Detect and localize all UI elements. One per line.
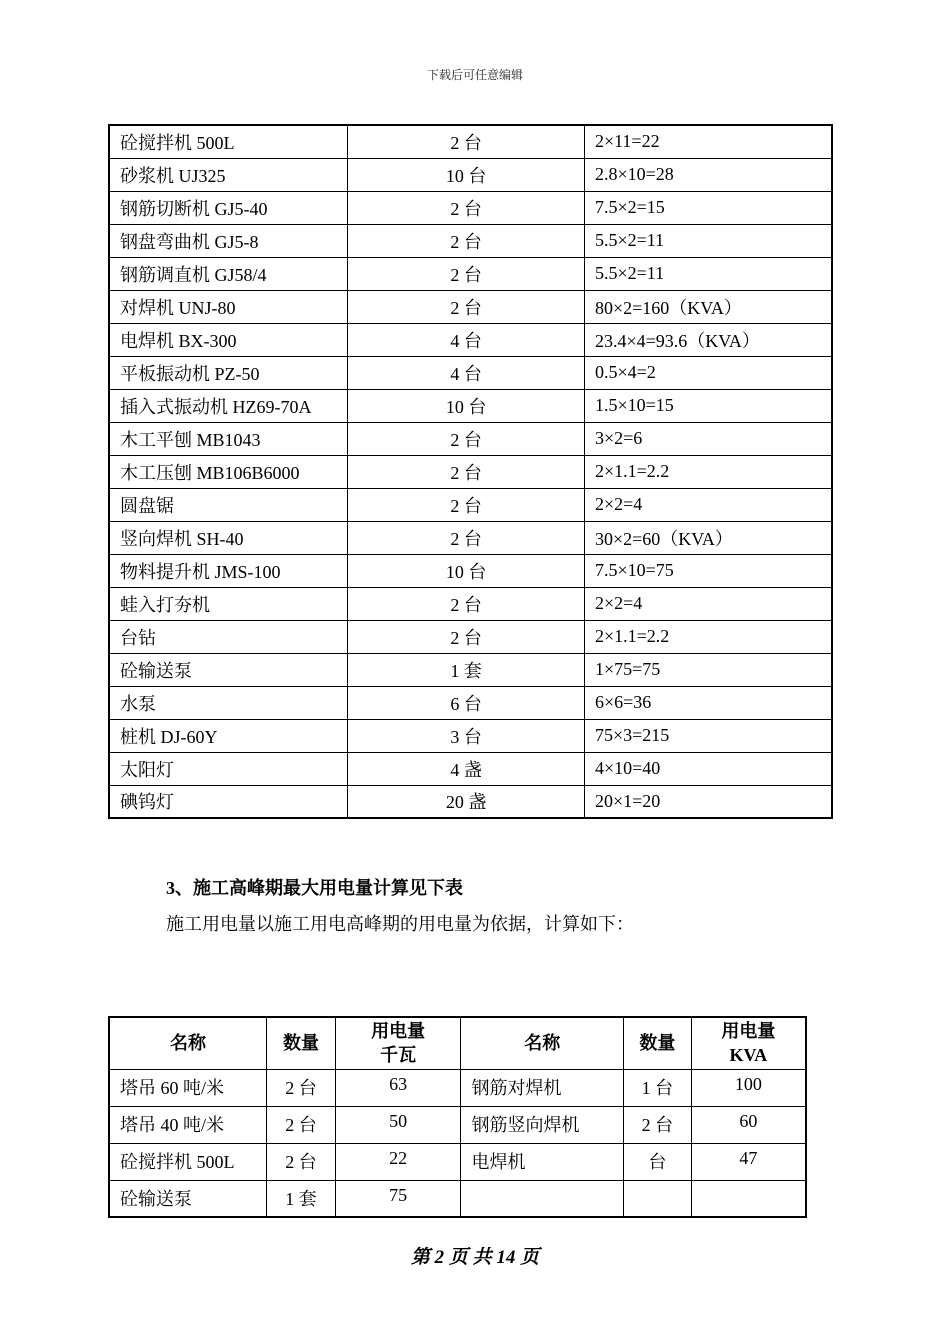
calc-name-2: 钢筋对焊机 — [461, 1069, 623, 1106]
table-row — [109, 488, 832, 521]
equipment-power: 1.5×10=15 — [584, 389, 832, 422]
calc-name-1: 塔吊 60 吨/米 — [109, 1069, 267, 1106]
equipment-table-body — [109, 125, 832, 818]
equipment-power: 2×1.1=2.2 — [584, 620, 832, 653]
equipment-quantity: 10 台 — [348, 389, 585, 422]
equipment-power: 23.4×4=93.6（KVA） — [584, 323, 832, 356]
equipment-power: 7.5×10=75 — [584, 554, 832, 587]
table-row — [109, 1180, 806, 1217]
page-footer: 第 2 页 共 14 页 — [410, 1247, 540, 1268]
equipment-power: 1×75=75 — [584, 653, 832, 686]
equipment-power: 80×2=160（KVA） — [584, 290, 832, 323]
equipment-name: 钢筋切断机 GJ5-40 — [109, 191, 348, 224]
calc-power-kva: 60 — [691, 1106, 806, 1143]
equipment-power: 3×2=6 — [584, 422, 832, 455]
header-power-kw-line2: 千瓦 — [380, 1045, 417, 1066]
equipment-name: 插入式振动机 HZ69-70A — [109, 389, 348, 422]
equipment-name: 木工平刨 MB1043 — [109, 422, 348, 455]
table-row — [109, 1106, 806, 1143]
calc-quantity-1: 2 台 — [267, 1106, 336, 1143]
table-row — [109, 653, 832, 686]
calc-quantity-1: 2 台 — [267, 1143, 336, 1180]
table-row — [109, 125, 832, 158]
table-row — [109, 356, 832, 389]
equipment-name: 对焊机 UNJ-80 — [109, 290, 348, 323]
header-power-kva — [691, 1017, 806, 1069]
calc-quantity-1: 1 套 — [267, 1180, 336, 1217]
table-row — [109, 323, 832, 356]
table-row — [109, 719, 832, 752]
calc-quantity-2: 台 — [623, 1143, 691, 1180]
equipment-quantity: 2 台 — [348, 488, 585, 521]
equipment-name: 钢筋调直机 GJ58/4 — [109, 257, 348, 290]
equipment-power: 2×2=4 — [584, 587, 832, 620]
table-row — [109, 620, 832, 653]
calc-power-kva — [691, 1180, 806, 1217]
table-row — [109, 587, 832, 620]
equipment-name: 碘钨灯 — [109, 785, 348, 818]
equipment-name: 平板振动机 PZ-50 — [109, 356, 348, 389]
equipment-name: 桩机 DJ-60Y — [109, 719, 348, 752]
equipment-name: 砼输送泵 — [109, 653, 348, 686]
equipment-name: 砂浆机 UJ325 — [109, 158, 348, 191]
header-note: 下载后可任意编辑 — [426, 68, 523, 82]
equipment-power: 0.5×4=2 — [584, 356, 832, 389]
header-quantity-2: 数量 — [623, 1017, 691, 1069]
power-calculation-table — [108, 1016, 807, 1218]
section-title: 3、施工高峰期最大用电量计算见下表 — [166, 878, 463, 898]
equipment-power: 7.5×2=15 — [584, 191, 832, 224]
equipment-quantity: 6 台 — [348, 686, 585, 719]
equipment-power: 5.5×2=11 — [584, 257, 832, 290]
equipment-quantity: 4 盏 — [348, 752, 585, 785]
equipment-quantity: 1 套 — [348, 653, 585, 686]
equipment-table — [108, 124, 833, 819]
header-power-kva-line2: KVA — [729, 1045, 768, 1066]
header-power-kw — [335, 1017, 461, 1069]
equipment-name: 水泵 — [109, 686, 348, 719]
equipment-name: 圆盘锯 — [109, 488, 348, 521]
equipment-quantity: 4 台 — [348, 323, 585, 356]
table-row — [109, 191, 832, 224]
equipment-quantity: 2 台 — [348, 224, 585, 257]
table-row — [109, 1069, 806, 1106]
equipment-quantity: 10 台 — [348, 554, 585, 587]
calc-power-kw: 75 — [335, 1180, 461, 1217]
table-header-row — [109, 1017, 806, 1069]
equipment-quantity: 3 台 — [348, 719, 585, 752]
calc-name-2: 电焊机 — [461, 1143, 623, 1180]
calc-power-kw: 50 — [335, 1106, 461, 1143]
equipment-quantity: 2 台 — [348, 521, 585, 554]
equipment-power: 20×1=20 — [584, 785, 832, 818]
table-row — [109, 521, 832, 554]
calc-quantity-2: 2 台 — [623, 1106, 691, 1143]
table-row — [109, 422, 832, 455]
equipment-quantity: 2 台 — [348, 290, 585, 323]
calc-power-kva: 100 — [691, 1069, 806, 1106]
calc-power-kva: 47 — [691, 1143, 806, 1180]
equipment-name: 竖向焊机 SH-40 — [109, 521, 348, 554]
table-row — [109, 257, 832, 290]
equipment-quantity: 2 台 — [348, 455, 585, 488]
calc-name-2 — [461, 1180, 623, 1217]
equipment-power: 4×10=40 — [584, 752, 832, 785]
table-row — [109, 224, 832, 257]
equipment-quantity: 2 台 — [348, 125, 585, 158]
equipment-power: 5.5×2=11 — [584, 224, 832, 257]
equipment-name: 物料提升机 JMS-100 — [109, 554, 348, 587]
equipment-quantity: 2 台 — [348, 587, 585, 620]
table-row — [109, 1143, 806, 1180]
header-quantity-1: 数量 — [267, 1017, 336, 1069]
equipment-name: 钢盘弯曲机 GJ5-8 — [109, 224, 348, 257]
equipment-quantity: 10 台 — [348, 158, 585, 191]
table-row — [109, 455, 832, 488]
equipment-quantity: 20 盏 — [348, 785, 585, 818]
calc-name-2: 钢筋竖向焊机 — [461, 1106, 623, 1143]
calc-name-1: 砼输送泵 — [109, 1180, 267, 1217]
table-row — [109, 290, 832, 323]
equipment-power: 6×6=36 — [584, 686, 832, 719]
table-row — [109, 752, 832, 785]
equipment-power: 2.8×10=28 — [584, 158, 832, 191]
equipment-name: 太阳灯 — [109, 752, 348, 785]
equipment-name: 台钻 — [109, 620, 348, 653]
equipment-power: 30×2=60（KVA） — [584, 521, 832, 554]
calc-power-kw: 63 — [335, 1069, 461, 1106]
table-row — [109, 785, 832, 818]
equipment-name: 木工压刨 MB106B6000 — [109, 455, 348, 488]
table-row — [109, 158, 832, 191]
calc-power-kw: 22 — [335, 1143, 461, 1180]
calc-quantity-1: 2 台 — [267, 1069, 336, 1106]
equipment-power: 2×2=4 — [584, 488, 832, 521]
equipment-quantity: 2 台 — [348, 620, 585, 653]
table-row — [109, 554, 832, 587]
table-row — [109, 389, 832, 422]
header-name-2: 名称 — [461, 1017, 623, 1069]
header-name-1: 名称 — [109, 1017, 267, 1069]
calc-name-1: 砼搅拌机 500L — [109, 1143, 267, 1180]
calc-quantity-2: 1 台 — [623, 1069, 691, 1106]
equipment-power: 2×11=22 — [584, 125, 832, 158]
equipment-quantity: 4 台 — [348, 356, 585, 389]
equipment-name: 砼搅拌机 500L — [109, 125, 348, 158]
header-power-kw-line1: 用电量 — [371, 1021, 426, 1042]
calc-quantity-2 — [623, 1180, 691, 1217]
header-power-kva-line1: 用电量 — [721, 1021, 776, 1042]
equipment-quantity: 2 台 — [348, 191, 585, 224]
equipment-quantity: 2 台 — [348, 257, 585, 290]
equipment-quantity: 2 台 — [348, 422, 585, 455]
equipment-name: 蛙入打夯机 — [109, 587, 348, 620]
section-text: 施工用电量以施工用电高峰期的用电量为依据，计算如下： — [166, 914, 634, 934]
equipment-power: 2×1.1=2.2 — [584, 455, 832, 488]
calc-name-1: 塔吊 40 吨/米 — [109, 1106, 267, 1143]
table-row — [109, 686, 832, 719]
equipment-name: 电焊机 BX-300 — [109, 323, 348, 356]
equipment-power: 75×3=215 — [584, 719, 832, 752]
